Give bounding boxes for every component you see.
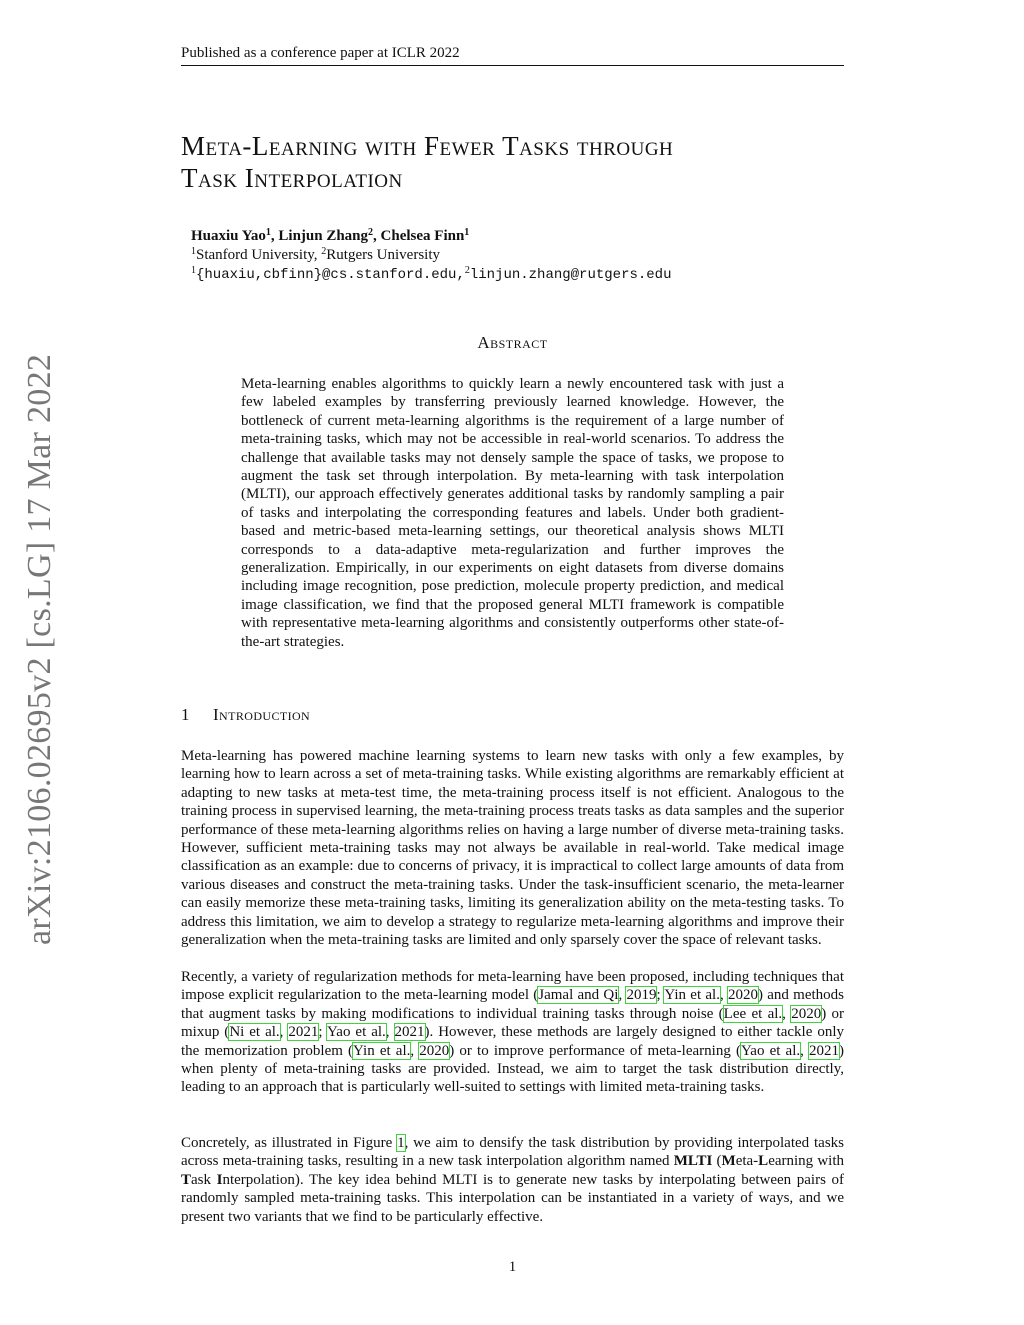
author-emails: [191, 265, 831, 285]
paragraph-text: ;: [318, 1024, 327, 1041]
abstract-heading: Abstract: [477, 333, 548, 352]
author-affil-mark: 1: [464, 227, 470, 238]
author-names: [191, 227, 831, 246]
affiliation: Stanford University,: [196, 247, 322, 263]
section-title: Introduction: [213, 705, 311, 724]
paragraph-text: ,: [385, 1024, 395, 1041]
paragraph-text: ,: [618, 987, 627, 1004]
citation-link[interactable]: Yin et al.: [664, 987, 720, 1004]
author-name: , Chelsea Finn: [373, 228, 465, 244]
paragraph-text: ) or to improve performance of meta-learning (: [449, 1042, 741, 1059]
paragraph-text: ,: [782, 1005, 792, 1022]
citation-link[interactable]: Yao et al.: [740, 1042, 801, 1059]
author-name: Huaxiu Yao: [191, 228, 266, 244]
author-block: [191, 227, 831, 285]
email-link[interactable]: linjun.zhang@rutgers.edu: [469, 267, 672, 283]
intro-paragraph-1: Meta-learning has powered machine learning systems to learn new tasks with only a few examples, by learning how to learn across a set of meta-training tasks. While existing algorithms are remarkably efficient at adapting to new tasks at meta-test time, the meta-training process itself is not efficient. Analogous to the training process in supervised learning, the meta-training process treats tasks as data samples and the superior performance of these meta-learning algorithms relies on having a large number of diverse meta-training tasks. However, sufficient meta-training tasks may not always be available in real-world. Take medical image classification as an example: due to concerns of privacy, it is impractical to collect large amounts of data from various diseases and construct the meta-training tasks. Under the task-insufficient scenario, the meta-learner can easily memorize these meta-training tasks, limiting its generalization ability on the meta-testing tasks. To address this limitation, we aim to develop a strategy to regularize meta-learning algorithms and improve their generalization when the meta-training tasks are limited and only sparsely cover the space of relevant tasks.: [181, 748, 844, 949]
affil-mark: 2: [464, 265, 470, 276]
citation-link[interactable]: 2021: [394, 1024, 425, 1041]
paragraph-text: ) or mixup (: [181, 1005, 845, 1041]
paragraph-text: (: [712, 1153, 722, 1170]
paragraph-text: ,: [719, 987, 728, 1004]
paragraph-text: ,: [410, 1042, 420, 1059]
acronym-letter: I: [216, 1171, 223, 1188]
citation-link[interactable]: Ni et al.: [229, 1024, 280, 1041]
section-number: 1: [181, 705, 190, 724]
citation-link[interactable]: Yin et al.: [353, 1042, 411, 1059]
page-number: 1: [508, 1259, 517, 1275]
affil-mark: 2: [321, 246, 327, 257]
author-affil-mark: 2: [368, 227, 374, 238]
running-header: Published as a conference paper at ICLR 2022: [181, 45, 460, 61]
paragraph-text: ) and methods that augment tasks by making modifications to individual training tasks through noise (: [181, 987, 845, 1022]
paper-title-line2: Task Interpolation: [181, 163, 403, 193]
citation-link[interactable]: 2021: [288, 1024, 319, 1041]
paragraph-text: ,: [279, 1024, 289, 1041]
paragraph-text: ask: [191, 1171, 217, 1188]
author-affiliations: [191, 246, 831, 265]
email-link[interactable]: {huaxiu,cbfinn}@cs.stanford.edu,: [196, 267, 465, 283]
acronym-letter: M: [721, 1153, 736, 1170]
author-name: , Linjun Zhang: [270, 228, 369, 244]
paragraph-text: ). However, these methods are largely designed to either tackle only the memorization problem (: [181, 1024, 844, 1059]
citation-link[interactable]: 2020: [728, 987, 758, 1004]
affiliation: Rutgers University: [326, 247, 441, 263]
paragraph-text: eta-: [735, 1153, 759, 1170]
acronym-letter: T: [181, 1171, 192, 1188]
affil-mark: 1: [191, 246, 196, 257]
section-heading-introduction: [181, 705, 844, 725]
paper-title: [181, 130, 844, 194]
paragraph-text: nterpolation). The key idea behind MLTI is to generate new tasks by interpolating between pairs of randomly sampled meta-training tasks. This interpolation can be instantiated in a variety of ways, and we present two variants that we find to be particularly effective.: [181, 1171, 844, 1225]
citation-link[interactable]: 2020: [791, 1005, 822, 1022]
affil-mark: 1: [191, 265, 196, 276]
acronym-letter: L: [758, 1153, 769, 1170]
figure-reference-link[interactable]: 1: [397, 1135, 405, 1151]
author-affil-mark: 1: [265, 227, 271, 238]
citation-link[interactable]: 2019: [626, 987, 657, 1004]
abstract-text: Meta-learning enables algorithms to quickly learn a newly encountered task with just a few labeled examples by transferring previously learned knowledge. However, the bottleneck of current meta-learning algorithms is the requirement of a large number of meta-training tasks, which may not be accessible in real-world scenarios. To address the challenge that available tasks may not densely sample the space of tasks, we propose to augment the task set through interpolation. By meta-learning with task interpolation (MLTI), our approach effectively generates additional tasks by randomly sampling a pair of tasks and interpolating the corresponding features and labels. Under both gradient-based and metric-based meta-learning settings, our theoretical analysis shows MLTI corresponds to a data-adaptive meta-regularization and further improves the generalization. Empirically, in our experiments on eight datasets from diverse domains including image recognition, pose prediction, molecule property prediction, and medical image classification, we find that the proposed general MLTI framework is compatible with representative meta-learning algorithms and consistently outperforms other state-of-the-art strategies.: [241, 376, 784, 650]
intro-paragraph-3: [181, 1134, 844, 1226]
paragraph-text: ) when plenty of meta-training tasks are provided. Instead, we aim to target the task distribution directly, leading to an approach that is particularly well-suited to settings with limited meta-training tasks.: [181, 1042, 845, 1096]
paragraph-text: ;: [656, 987, 665, 1004]
method-name: MLTI: [673, 1153, 713, 1170]
paragraph-text: , we aim to densify the task distribution by providing interpolated tasks across meta-training tasks, resulting in a new task interpolation algorithm named: [181, 1135, 844, 1170]
citation-link[interactable]: Yao et al.: [326, 1024, 386, 1041]
paragraph-text: earning with: [768, 1153, 844, 1170]
paper-title-line1: Meta-Learning with Fewer Tasks through: [181, 131, 674, 161]
citation-link[interactable]: 2021: [809, 1042, 840, 1059]
arxiv-side-stamp: arXiv:2106.02695v2 [cs.LG] 17 Mar 2022: [21, 353, 58, 945]
intro-paragraph-2: [181, 968, 844, 1097]
paragraph-text: ,: [800, 1042, 810, 1059]
citation-link[interactable]: 2020: [419, 1042, 450, 1059]
paragraph-text: Concretely, as illustrated in Figure: [181, 1135, 398, 1151]
citation-link[interactable]: Jamal and Qi: [538, 987, 619, 1004]
paragraph-text: Recently, a variety of regularization methods for meta-learning have been proposed, including techniques that impose explicit regularization to the meta-learning model (: [181, 969, 844, 1004]
header-rule: [181, 65, 844, 66]
citation-link[interactable]: Lee et al.: [723, 1005, 783, 1022]
